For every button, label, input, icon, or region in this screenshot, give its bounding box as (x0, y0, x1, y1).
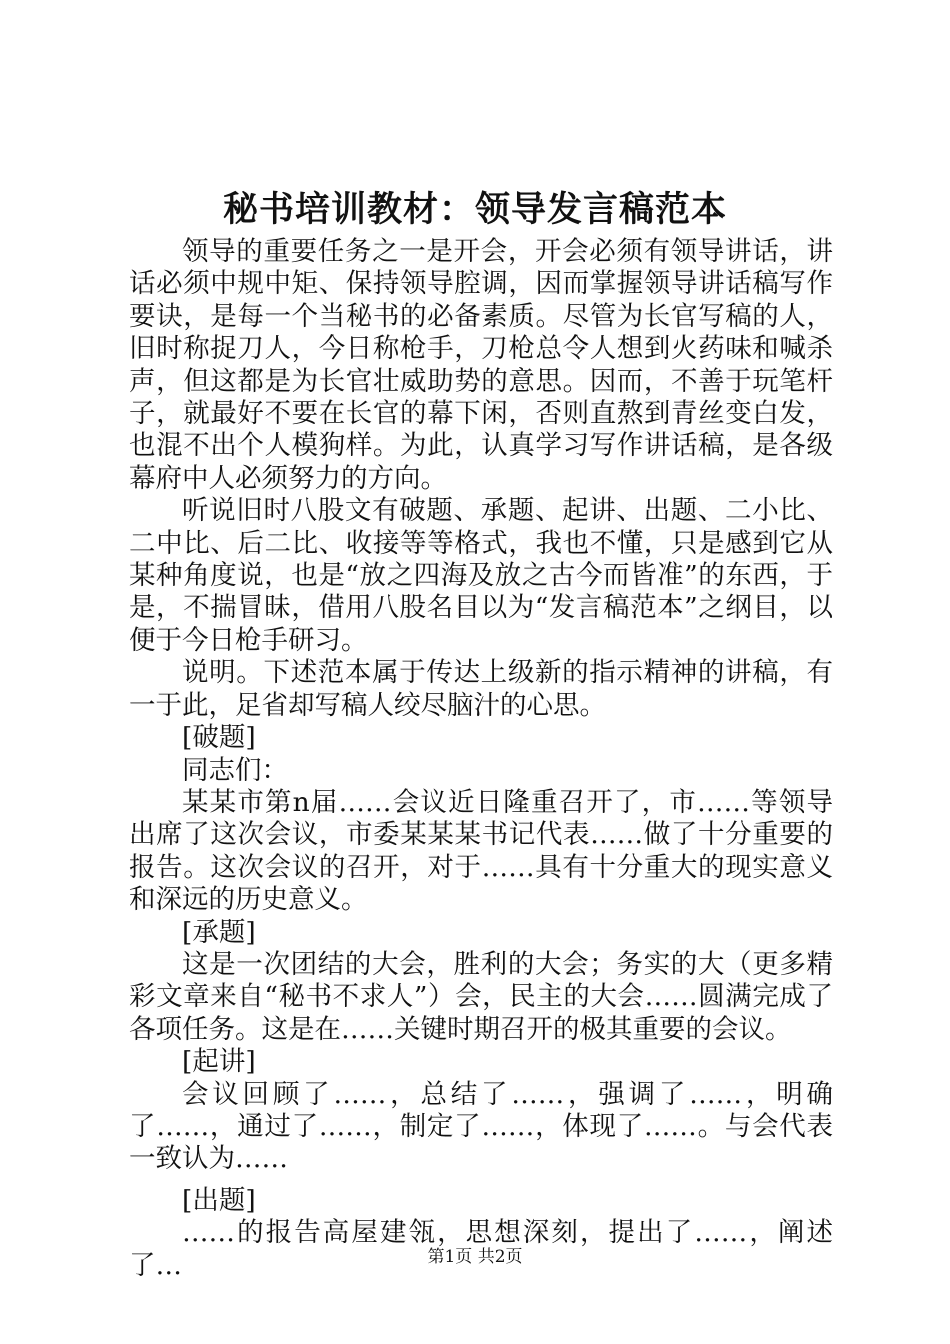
paragraph-meeting-opened: 某某市第n届……会议近日隆重召开了，市……等领导出席了这次会议，市委某某某书记代表……做了十分重要的报告。这次会议的召开，对于……具有十分重大的现实意义和深远的历史意义。 (129, 786, 833, 916)
paragraph-meeting-evaluation: 这是一次团结的大会，胜利的大会；务实的大（更多精彩文章来自“秘书不求人”）会，民主的大会……圆满完成了各项任务。这是在……关键时期召开的极其重要的会议。 (129, 948, 833, 1045)
section-heading-poti: [破题] (182, 722, 256, 754)
section-heading-chengti: [承题] (182, 916, 256, 948)
paragraph-explanation: 说明。下述范本属于传达上级新的指示精神的讲稿，有一于此，足省却写稿人绞尽脑汁的心思。 (129, 657, 833, 721)
paragraph-report-praise: ……的报告高屋建瓴，思想深刻，提出了……，阐述了… (129, 1217, 833, 1281)
paragraph-gap (129, 1176, 833, 1185)
page-footer: 第1页 共2页 (427, 1247, 523, 1267)
document-title: 秘书培训教材：领导发言稿范本 (222, 189, 727, 230)
section-heading-qijiang: [起讲] (182, 1046, 256, 1078)
section-heading-chuti: [出题] (182, 1184, 256, 1216)
paragraph-eight-legged: 听说旧时八股文有破题、承题、起讲、出题、二小比、二中比、后二比、收接等等格式，我也不懂，只是感到它从某种角度说，也是“放之四海及放之古今而皆准”的东西，于是，不揣冒昧，借用八股名目以为“发言稿范本”之纲目，以便于今日枪手研习。 (129, 495, 833, 656)
paragraph-intro: 领导的重要任务之一是开会，开会必须有领导讲话，讲话必须中规中矩、保持领导腔调，因而掌握领导讲话稿写作要诀，是每一个当秘书的必备素质。尽管为长官写稿的人，旧时称捉刀人，今日称枪手，刀枪总令人想到火药味和喊杀声，但这都是为长官壮威助势的意思。因而，不善于玩笔杆子，就最好不要在长官的幕下闲，否则直熬到青丝变白发，也混不出个人模狗样。为此，认真学习写作讲话稿，是各级幕府中人必须努力的方向。 (129, 236, 833, 494)
paragraph-salutation: 同志们： (182, 754, 288, 786)
paragraph-meeting-review: 会议回顾了……，总结了……，强调了……，明确了……，通过了……，制定了……，体现了……。与会代表一致认为…… (129, 1078, 833, 1175)
document-body (129, 236, 833, 1282)
